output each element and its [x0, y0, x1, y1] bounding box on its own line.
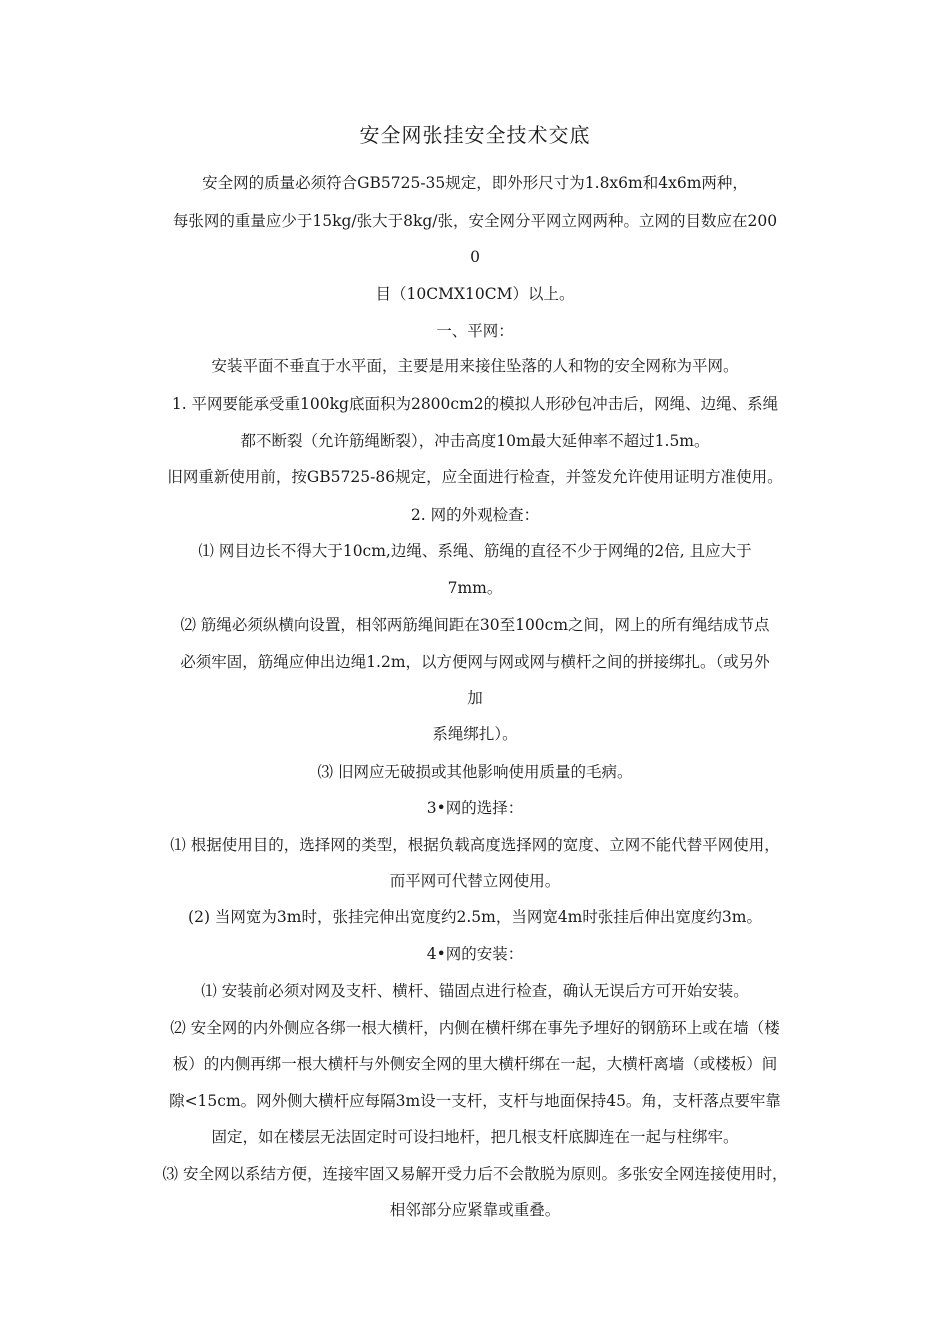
paragraph-line: ⑵ 筋绳必须纵横向设置，相邻两筋绳间距在30至100cm之间，网上的所有绳结成节点	[180, 616, 770, 634]
paragraph-line: 1. 平网要能承受重100kg底面积为2800cm2的模拟人形砂包冲击后，网绳、边绳、系绳	[171, 395, 779, 413]
paragraph-line: 系绳绑扎）。	[432, 725, 518, 743]
paragraph-line: 目（10CMX10CM）以上。	[375, 285, 575, 303]
paragraph-line: (2) 当网宽为3m时，张挂完伸出宽度约2.5m，当网宽4m时张挂后伸出宽度约3m。	[188, 908, 762, 926]
paragraph-line: 而平网可代替立网使用。	[389, 872, 561, 890]
paragraph-line: ⑴ 根据使用目的，选择网的类型，根据负载高度选择网的宽度、立网不能代替平网使用，	[170, 836, 780, 854]
paragraph-line: 相邻部分应紧靠或重叠。	[389, 1201, 561, 1219]
paragraph-line: ⑶ 旧网应无破损或其他影响使用质量的毛病。	[317, 763, 633, 781]
document-title: 安全网张挂安全技术交底	[359, 123, 591, 147]
subsection-heading: 2. 网的外观检查：	[410, 506, 540, 524]
paragraph-line: 都不断裂（允许筋绳断裂），冲击高度10m最大延伸率不超过1.5m。	[240, 432, 710, 450]
paragraph-line: ⑴ 安装前必须对网及支杆、横杆、锚固点进行检查，确认无误后方可开始安装。	[201, 982, 749, 1000]
paragraph-line: 旧网重新使用前，按GB5725-86规定，应全面进行检查，并签发允许使用证明方准使用。	[167, 468, 783, 486]
paragraph-line: 必须牢固，筋绳应伸出边绳1.2m，以方便网与网或网与横杆之间的拼接绑扎。（或另外	[180, 653, 770, 671]
paragraph-line: 安全网的质量必须符合GB5725-35规定，即外形尺寸为1.8x6m和4x6m两种，	[202, 174, 748, 192]
paragraph-line: 加	[467, 689, 483, 707]
subsection-heading: 3•网的选择：	[426, 799, 524, 817]
paragraph-line: ⑴ 网目边长不得大于10cm,边绳、系绳、筋绳的直径不少于网绳的2倍, 且应大于	[198, 542, 752, 560]
paragraph-line: 隙<15cm。网外侧大横杆应每隔3m设一支杆，支杆与地面保持45。角，支杆落点要牢靠	[169, 1092, 781, 1110]
paragraph-line: 板）的内侧再绑一根大横杆与外侧安全网的里大横杆绑在一起，大横杆离墙（或楼板）间	[172, 1055, 778, 1073]
paragraph-line: ⑶ 安全网以系结方便，连接牢固又易解开受力后不会散脱为原则。多张安全网连接使用时，	[162, 1165, 788, 1183]
paragraph-line: 0	[470, 248, 480, 266]
paragraph-line: 固定，如在楼层无法固定时可设扫地杆，把几根支杆底脚连在一起与柱绑牢。	[211, 1128, 739, 1146]
paragraph-line: 7mm。	[447, 579, 503, 597]
subsection-heading: 4•网的安装：	[426, 945, 524, 963]
paragraph-line: 每张网的重量应少于15kg/张大于8kg/张，安全网分平网立网两种。立网的目数应在200	[172, 212, 778, 230]
paragraph-line: ⑵ 安全网的内外侧应各绑一根大横杆，内侧在横杆绑在事先予埋好的钢筋环上或在墙（楼	[170, 1019, 780, 1037]
section-heading: 一、平网：	[436, 322, 514, 340]
paragraph-line: 安装平面不垂直于水平面，主要是用来接住坠落的人和物的安全网称为平网。	[211, 357, 739, 375]
